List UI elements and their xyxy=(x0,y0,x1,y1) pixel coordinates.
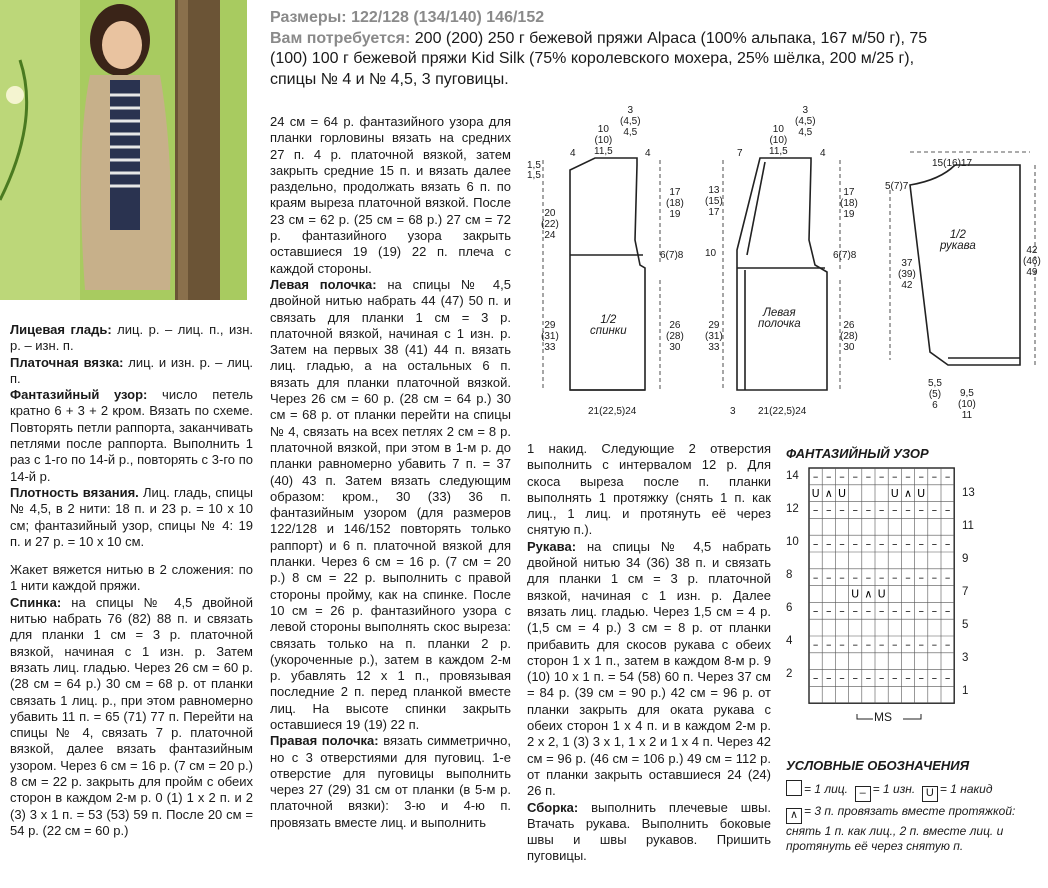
chart-symbol: – xyxy=(918,570,924,584)
chart-symbol: – xyxy=(905,638,911,652)
need-text: 200 (200) 250 г бежевой пряжи Alpaca (100% альпака, 167 м/50 г), 75 (100) 100 г бежевой пряжи Kid Silk (75% королевского мохера, 25% шёлка, 200 м/25 г), спицы № 4 и № 4,5, 3 пуговицы. xyxy=(270,29,928,88)
text-column-2 xyxy=(270,114,511,831)
chart-symbol: – xyxy=(826,503,832,517)
sleeve-title: 1/2 рукава xyxy=(940,229,976,252)
text-sleeves: на спицы № 4,5 набрать двойной нитью 34 (36) 38 п. и связать для планки 1 см = 3 р. платочной вязкой, начиная с 1 изн. р. Далее вязать лиц. гладью. Через 1,5 см = 4 р. (1,5 см = 4 р.) 3 см = 8 р. от планки прибавить для скосов рукава с обеих сторон 1 х 1 п., затем в каждом 8-м р. 9 (10) 10 х 1 п. = 54 (58) 60 п. Через 37 см = 84 р. (39 см = 90 р.) 42 см = 96 р. от планки закрыть для оката рукава с обеих сторон 1 х 4 п. и в каждом 2-м р. 2 х 2, 1 (3) 3 х 1, 1 х 2 и 1 х 4 п. Через 42 см = 96 р. (46 см = 106 р.) 49 см = 112 р. от планки закрыть оставшиеся 24 (24) 26 п. xyxy=(527,538,771,799)
knit-symbol-icon xyxy=(786,780,802,796)
sizes-value: 122/128 (134/140) 146/152 xyxy=(351,9,545,26)
chart-symbol: – xyxy=(826,671,832,685)
chart-symbol: – xyxy=(839,470,845,484)
chart-symbol: – xyxy=(852,570,858,584)
chart-symbol: – xyxy=(852,470,858,484)
back-left-a: 1,5 xyxy=(527,160,541,171)
chart-symbol: ∧ xyxy=(903,486,913,500)
text-left-front: на спицы № 4,5 двойной нитью набрать 44 (47) 50 п. и связать для планки 1 см = 3 р. платочной вязкой, начиная с 1 изн. р. Затем на первых 38 (41) 44 п. вязать лиц. гладью, а на остальных 6 п. вязать для планки платочной вязкой. Через 26 см = 60 р. (28 см = 64 р.) 30 см = 68 р. от планки перейти на спицы № 4, связать на всех петлях 2 см = 8 р. платочной вязкой, при этом в 1-м р. до планки равномерно убавить 7 п. = 37 (40) 43 п. Затем вязать следующим образом: кром., 30 (33) 36 п. фантазийным узором (для размеров 122/128 и 146/152 повторять только раппорт) и 6 п. платочной вязкой для планки. Через 6 см = 16 р. (7 см = 20 р.) 8 см = 22 р. выполнить с правой стороны пройму, как на спинке. После 10 см = 26 р. фантазийного узора с левой стороны выполнять скос выреза: связать только на п. планки 2 р. (укороченные р.), затем в каждом 2-м р. убавлять 12 х 1 п., провязывая последние 2 п. перед планкой вместе лиц. На высоте спинки закрыть оставшиеся 19 (19) 22 п. xyxy=(270,276,511,732)
chart-symbol: U xyxy=(851,587,860,601)
chart-symbol: – xyxy=(865,503,872,517)
front-outline xyxy=(737,158,827,390)
chart-symbol: – xyxy=(944,570,951,584)
chart-symbol: – xyxy=(878,671,885,685)
yarn-over-symbol-icon: U xyxy=(922,786,938,802)
chart-title: ФАНТАЗИЙНЫЙ УЗОР xyxy=(786,446,929,461)
front-side-7: 7 xyxy=(737,148,743,159)
back-width-neck: 10 (10) 11,5 xyxy=(594,124,613,157)
text-column-3 xyxy=(527,441,771,865)
legend-row-1 xyxy=(786,780,993,802)
back-title: 1/2 спинки xyxy=(590,314,627,337)
decrease-symbol-icon: ∧ xyxy=(786,808,802,824)
text-right-front: вязать симметрично, но с 3 отверстиями для пуговиц. 1-е отверстие для пуговицы выполнить через 27 (29) 31 см от планки (в 5-м р. платочной вязки): 3-ю и 4-ю п. провязать вместе лиц. и выполнить xyxy=(270,733,511,830)
chart-symbol: – xyxy=(892,570,898,584)
back-bottom-width: 21(22,5)24 xyxy=(588,406,637,417)
diagram-back xyxy=(525,100,715,420)
chart-symbol: – xyxy=(878,537,885,551)
back-outline xyxy=(570,158,645,390)
chart-symbol: – xyxy=(878,503,885,517)
chart-symbol: – xyxy=(905,537,911,551)
front-armhole: 6(7)8 xyxy=(833,250,857,261)
front-left-10: 10 xyxy=(705,248,717,259)
chart-symbol: – xyxy=(812,503,819,517)
legend-knit: = 1 лиц. xyxy=(804,782,848,796)
chart-symbol: – xyxy=(878,638,885,652)
sleeve-left-h: 37 (39) 42 xyxy=(898,258,916,291)
chart-symbol: – xyxy=(865,537,872,551)
chart-symbol: – xyxy=(944,503,951,517)
back-lower-right: 26 (28) 30 xyxy=(666,320,684,353)
legend-decrease: = 3 п. провязать вместе протяжкой: снять 1 п. как лиц., 2 п. вместе лиц. и протянуть её через снятую п. xyxy=(786,804,1016,853)
chart-symbol: – xyxy=(905,503,911,517)
chart-symbol: – xyxy=(839,503,845,517)
legend-yarn-over: = 1 накид xyxy=(939,782,993,796)
chart-symbol: – xyxy=(905,604,911,618)
chart-symbol: – xyxy=(878,470,885,484)
chart-symbol: – xyxy=(812,570,819,584)
front-width: 10 (10) 11,5 xyxy=(769,124,788,157)
chart-symbol: – xyxy=(826,638,832,652)
chart-symbol: – xyxy=(865,470,872,484)
chart-symbol: – xyxy=(918,604,924,618)
chart-symbol: – xyxy=(918,503,924,517)
text-gauge: Лиц. гладь, спицы № 4,5, в 2 нити: 18 п. и 23 р. = 10 х 10 см; фантазийный узор, спицы № 4: 19 п. и 27 р. = 10 х 10 см. xyxy=(10,484,253,549)
text-garter: лиц. и изн. р. – лиц. п. xyxy=(10,354,253,386)
chart-symbol: – xyxy=(905,470,911,484)
text-stockinette: лиц. р. – лиц. п., изн. р. – изн. п. xyxy=(10,322,253,354)
sleeve-outline xyxy=(910,165,1020,365)
back-top-3: 3 (4,5) 4,5 xyxy=(620,105,641,138)
sizes-label: Размеры: xyxy=(270,9,347,26)
ms-bracket xyxy=(855,712,925,726)
term-garter: Платочная вязка: xyxy=(10,354,124,370)
chart-symbol: – xyxy=(826,537,832,551)
chart-symbol: – xyxy=(905,570,911,584)
chart-symbol: – xyxy=(931,638,938,652)
chart-symbol: – xyxy=(931,503,938,517)
text-back-cont: 24 см = 64 р. фантазийного узора для планки горловины вязать на средних 27 п. 4 р. платочной вязкой, затем закрыть средние 15 п. и вязать далее раздельно, продолжать вязать 6 п. по краям выреза платочной вязкой. После 23 см = 62 р. (25 см = 68 р.) 27 см = 72 р. фантазийного узора закрыть оставшиеся 19 (19) 22 п. плеча с каждой стороны. xyxy=(270,114,511,276)
photo-girl-cardigan xyxy=(0,0,247,300)
chart-symbol: – xyxy=(931,671,938,685)
chart-symbol: – xyxy=(852,671,858,685)
front-side-4: 4 xyxy=(820,148,826,159)
term-gauge: Плотность вязания. xyxy=(10,484,139,500)
front-bottom-width: 21(22,5)24 xyxy=(758,406,807,417)
chart-symbol: – xyxy=(944,638,951,652)
chart-symbol: ∧ xyxy=(864,587,873,601)
sleeve-cap: 5(7)7 xyxy=(885,181,909,192)
chart-symbol: U xyxy=(877,587,886,601)
chart-symbol: – xyxy=(944,537,951,551)
back-lower-left: 29 (31) 33 xyxy=(541,320,559,353)
term-stockinette: Лицевая гладь: xyxy=(10,322,112,337)
chart-symbol: – xyxy=(944,671,951,685)
chart-symbol: – xyxy=(892,503,898,517)
sleeve-top-width: 15(16)17 xyxy=(932,158,973,169)
back-right-h: 17 (18) 19 xyxy=(666,187,684,220)
chart-symbol: – xyxy=(892,604,898,618)
term-right-front: Правая полочка: xyxy=(270,733,379,749)
front-title: Левая полочка xyxy=(758,307,801,330)
front-right-h: 17 (18) 19 xyxy=(840,187,858,220)
chart-symbol: – xyxy=(892,671,898,685)
chart-right-rows: 13 11 9 7 5 3 1 xyxy=(962,487,975,697)
text-assembly: выполнить плечевые швы. Втачать рукава. Выполнить боковые швы и швы рукавов. Пришить пуговицы. xyxy=(527,799,771,864)
text-yarn-note: Жакет вяжется нитью в 2 сложения: по 1 нити каждой пряжи. xyxy=(10,562,253,594)
chart-ms-label: MS xyxy=(874,710,892,724)
chart-symbol: U xyxy=(917,486,926,500)
chart-left-rows: 14 12 10 8 6 4 2 xyxy=(786,470,799,680)
chart-symbol: – xyxy=(892,638,898,652)
chart-symbol: – xyxy=(852,503,858,517)
chart-symbol: – xyxy=(839,570,845,584)
chart-symbol: – xyxy=(931,470,938,484)
purl-symbol-icon: – xyxy=(855,786,871,802)
back-side-4b: 4 xyxy=(645,148,651,159)
chart-symbol: – xyxy=(839,671,845,685)
chart-symbol: – xyxy=(931,604,938,618)
sleeve-bottom-width: 9,5 (10) 11 xyxy=(958,388,976,421)
chart-symbol: – xyxy=(892,470,898,484)
sleeve-cuff: 5,5 (5) 6 xyxy=(928,378,942,411)
chart-symbol: – xyxy=(852,537,858,551)
chart-symbol: – xyxy=(852,638,858,652)
stitch-chart-grid xyxy=(808,467,956,707)
front-bottom-3: 3 xyxy=(730,406,736,417)
chart-symbol: – xyxy=(812,470,819,484)
chart-symbol: – xyxy=(931,570,938,584)
chart-symbol: – xyxy=(878,604,885,618)
header xyxy=(270,8,930,90)
chart-symbol: – xyxy=(839,638,845,652)
term-assembly: Сборка: xyxy=(527,799,579,815)
chart-symbol: – xyxy=(852,604,858,618)
text-right-front-cont: 1 накид. Следующие 2 отверстия выполнить с интервалом 12 р. Для скоса выреза после п. планки выполнять 1 протяжку (снять 1 п. как лиц., 1 лиц. и протянуть её через снятую п.). xyxy=(527,441,771,538)
chart-symbol: – xyxy=(892,537,898,551)
chart-symbol: ∧ xyxy=(824,486,833,500)
chart-symbol: – xyxy=(812,671,819,685)
chart-symbol: – xyxy=(839,604,845,618)
chart-symbol: – xyxy=(931,537,938,551)
legend-title: УСЛОВНЫЕ ОБОЗНАЧЕНИЯ xyxy=(786,758,970,773)
back-side-4a: 4 xyxy=(570,148,576,159)
chart-symbol: – xyxy=(865,570,872,584)
legend-row-2 xyxy=(786,804,1026,854)
text-fancy: число петель кратно 6 + 3 + 2 кром. Вязать по схеме. Повторять петли раппорта, заканчивать петлями после раппорта. Выполнить 1 раз с 1-го по 14-й р., повторять с 3-го по 14-й р. xyxy=(10,387,253,484)
need-label: Вам потребуется: xyxy=(270,29,411,47)
sleeve-right-h: 42 (46) 49 xyxy=(1023,245,1041,278)
chart-symbol: – xyxy=(826,470,832,484)
chart-symbol: – xyxy=(865,638,872,652)
chart-symbol: – xyxy=(918,537,924,551)
chart-symbol: – xyxy=(905,671,911,685)
chart-symbol: – xyxy=(826,604,832,618)
chart-symbol: – xyxy=(918,671,924,685)
chart-symbol: – xyxy=(812,604,819,618)
text-column-1 xyxy=(10,322,253,839)
back-left-b: 1,5 xyxy=(527,170,541,181)
chart-symbol: – xyxy=(918,470,924,484)
chart-symbol: – xyxy=(865,604,872,618)
chart-symbol: – xyxy=(944,604,951,618)
term-sleeves: Рукава: xyxy=(527,538,577,554)
chart-symbol: – xyxy=(826,570,832,584)
chart-symbol: – xyxy=(944,470,951,484)
chart-symbol: – xyxy=(839,537,845,551)
chart-symbol: – xyxy=(865,671,872,685)
term-back: Спинка: xyxy=(10,594,62,610)
term-left-front: Левая полочка: xyxy=(270,276,377,292)
front-left-h: 13 (15) 17 xyxy=(705,185,723,218)
back-left-h: 20 (22) 24 xyxy=(541,208,559,241)
back-armhole: 6(7)8 xyxy=(660,250,684,261)
front-lower-right: 26 (28) 30 xyxy=(840,320,858,353)
chart-symbol: – xyxy=(878,570,885,584)
front-lower-left: 29 (31) 33 xyxy=(705,320,723,353)
text-back: на спицы № 4,5 двойной нитью набрать 76 (82) 88 п. и связать для планки 1 см = 3 р. платочной вязкой, начиная с 1 изн. р. Затем вязать лиц. гладью. Через 26 см = 60 р. (28 см = 64 р.) 30 см = 68 р. от планки связать 1 лиц. р., при этом равномерно убавить 11 п. = 65 (71) 77 п. Перейти на спицы № 4, связать 7 р. платочной вязкой, далее вязать фантазийным узором. Через 6 см = 16 р. (7 см = 20 р.) 8 см = 22 р. закрыть для пройм с обеих сторон в каждом 2-м р. 0 (1) 1 х 2 п. и 2 (3) 3 х 1 п. = 53 (53) 59 п. После 20 см = 54 р. (22 см = 60 р.) xyxy=(10,594,253,838)
chart-symbol: U xyxy=(890,486,899,500)
chart-symbol: – xyxy=(812,638,819,652)
chart-symbol: – xyxy=(812,537,819,551)
legend-purl: = 1 изн. xyxy=(872,782,916,796)
term-fancy: Фантазийный узор: xyxy=(10,387,148,403)
chart-symbol: U xyxy=(837,486,847,500)
chart-symbol: – xyxy=(918,638,924,652)
chart-symbol: U xyxy=(811,486,820,500)
front-top: 3 (4,5) 4,5 xyxy=(795,105,816,138)
